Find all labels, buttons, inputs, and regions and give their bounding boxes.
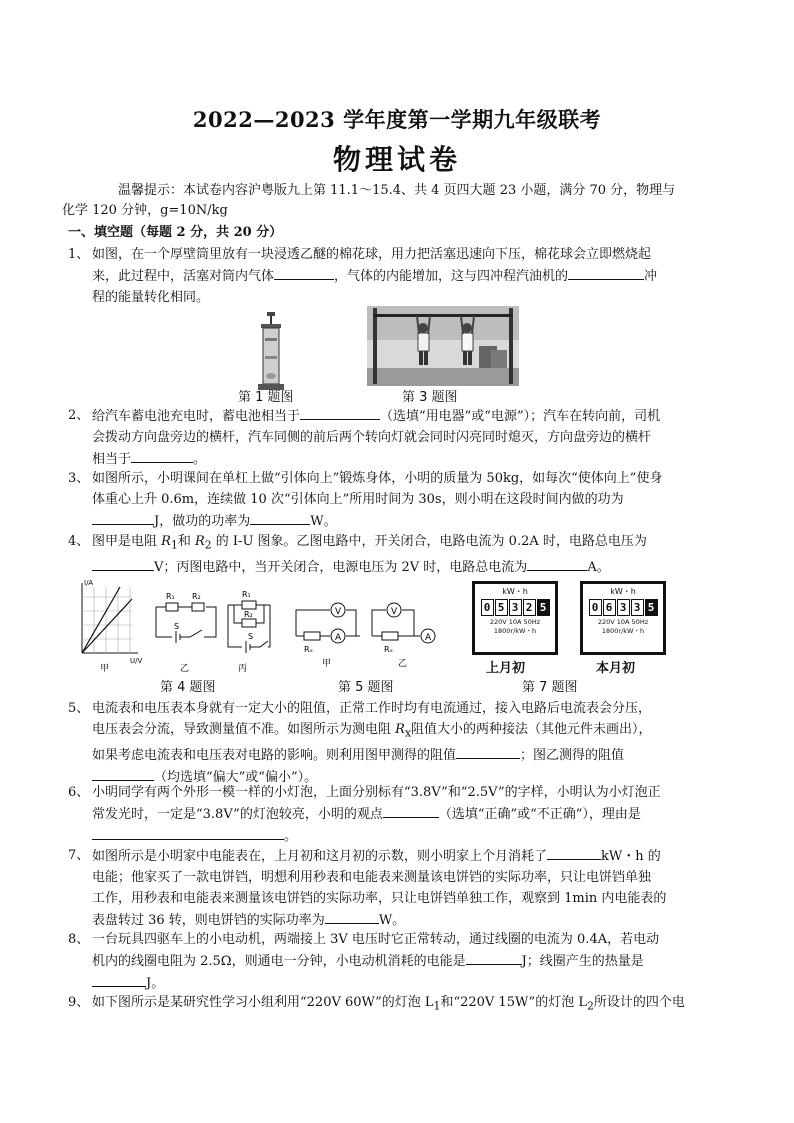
question-number: 5、 [68, 701, 90, 716]
question-2 [68, 405, 728, 470]
q1-text-5: 程的能量转化相同。 [92, 290, 210, 305]
q1-text-4: 冲 [644, 269, 658, 284]
notice-line-2: 化学 120 分钟，g=10N/kg [62, 203, 228, 218]
answer-blank[interactable] [250, 510, 310, 525]
graph-name: 甲 [100, 664, 110, 673]
answer-blank[interactable] [131, 448, 193, 463]
answer-blank[interactable] [92, 972, 146, 987]
question-number: 9、 [68, 995, 90, 1010]
meter-digit: 3 [509, 599, 522, 616]
figure-4-diagrams [72, 577, 272, 673]
q5-text-5: （均选填“偏大”或“偏小”）。 [154, 769, 318, 785]
yi-r1-label: R₁ [166, 592, 175, 601]
q4-text-1b: 和 [177, 534, 195, 549]
meter-rev: 1800r/kW・h [493, 627, 537, 635]
q3-text-3: J，做功的功率为 [154, 514, 251, 529]
circuit-bing-label: 丙 [238, 664, 248, 673]
figure-5-diagrams [290, 596, 442, 672]
question-8 [68, 929, 728, 994]
r1-symbol: R [161, 534, 171, 549]
q6-text-2: 常发光时，一定是“3.8V”的灯泡较亮，小明的观点 [92, 807, 383, 822]
q4-text-1a: 图甲是电阻 [92, 534, 162, 549]
q5-text-1: 电流表和电压表本身就有一定大小的阻值，正常工作时均有电流通过，接入电路后电流表会分压， [92, 701, 652, 716]
answer-blank[interactable] [92, 556, 154, 571]
q2-text-4: 相当于 [92, 452, 132, 467]
q6-text-1: 小明同学有两个外形一模一样的小灯泡，上面分别标有“3.8V”和“2.5V”的字样，小明认为小灯泡正 [92, 785, 661, 800]
answer-blank[interactable] [466, 950, 522, 965]
q7-text-5: W。 [378, 913, 406, 928]
answer-blank[interactable] [456, 744, 520, 759]
answer-blank[interactable] [92, 510, 154, 525]
question-5 [68, 698, 728, 788]
q7-text-1b: kW・h 的 [601, 849, 661, 864]
fire-syringe-icon [254, 312, 288, 392]
q3-text-4: W。 [310, 514, 337, 529]
q2-text-5: 。 [193, 452, 207, 467]
answer-blank[interactable] [92, 766, 154, 781]
question-4 [68, 531, 728, 578]
answer-blank[interactable] [92, 825, 284, 840]
answer-blank[interactable] [547, 845, 601, 860]
q9-text-1: 如下图所示是某研究性学习小组利用“220V 60W”的灯泡 L [92, 995, 434, 1010]
figure-1-image [254, 312, 288, 392]
q9-text-2: 和“220V 15W”的灯泡 L [440, 995, 587, 1010]
r2-symbol: R [194, 534, 205, 549]
circuit-jia [296, 603, 360, 643]
yi5-rx-label: Rₓ [384, 645, 394, 654]
graph-y-label: I/A [84, 579, 94, 587]
answer-blank[interactable] [325, 909, 379, 924]
q7-text-4: 表盘转过 36 转，则电饼铛的实际功率为 [92, 913, 325, 928]
meter-digit: 3 [617, 599, 630, 616]
circuit-yi [156, 603, 216, 643]
figure-3-caption: 第 3 题图 [402, 390, 458, 405]
l1-subscript: 1 [433, 999, 441, 1013]
question-number: 1、 [68, 247, 90, 262]
meter-rev: 1800r/kW・h [601, 627, 645, 635]
meter-unit: kW・h [502, 587, 528, 596]
question-number: 6、 [68, 785, 90, 800]
l2-subscript: 2 [586, 999, 594, 1013]
jia-voltmeter-label: V [335, 607, 342, 617]
meter-unit: kW・h [610, 587, 636, 596]
question-number: 3、 [68, 471, 90, 486]
question-9 [68, 992, 728, 1017]
q1-text-3: ，气体的内能增加，这与四冲程汽油机的 [334, 269, 569, 284]
exam-notice [62, 181, 728, 221]
rx-symbol: R [395, 722, 405, 737]
q6-text-3: （选填“正确”或“不正确”），理由是 [438, 807, 641, 822]
q4-text-2: V；丙图电路中，当开关闭合，电源电压为 2V 时，电路总电流为 [154, 559, 528, 575]
graph-x-label: U/V [130, 657, 143, 665]
figure-1-caption: 第 1 题图 [238, 390, 294, 405]
answer-blank[interactable] [383, 803, 439, 818]
exam-title: 2022—2023 学年度第一学期九年级联考 [192, 107, 602, 132]
question-number: 2、 [68, 408, 90, 423]
q1-text-1: 如图，在一个厚壁筒里放有一块浸透乙醚的棉花球，用力把活塞迅速向下压，棉花球会立即燃烧起 [92, 247, 652, 262]
pull-up-photo-icon [367, 306, 519, 386]
q8-text-3: J；线圈产生的热量是 [521, 954, 644, 969]
q1-text-2: 来，此过程中，活塞对筒内气体 [92, 269, 275, 284]
meter-digit: 0 [481, 599, 494, 616]
question-6 [68, 782, 728, 847]
q2-text-2: （选填“用电器”或“电源”）；汽车在转向前，司机 [380, 409, 661, 424]
meter-digits [583, 599, 663, 616]
meter-spec: 220V 10A 50Hz [597, 618, 649, 626]
question-7 [68, 845, 728, 931]
q8-text-2: 机内的线圈电阻为 2.5Ω，则通电一分钟，小电动机消耗的电能是 [92, 954, 466, 969]
meter-spec: 220V 10A 50Hz [489, 618, 541, 626]
r1-subscript: 1 [170, 538, 178, 552]
circuit-bing [228, 601, 270, 653]
meter-2-label: 本月初 [596, 661, 636, 676]
meter-digit: 5 [537, 599, 550, 616]
section-heading: 一、填空题（每题 2 分，共 20 分） [68, 225, 283, 240]
bing-r2-label: R₂ [244, 610, 253, 619]
q2-text-3: 会拨动方向盘旁边的横杆，汽车同侧的前后两个转向灯就会同时闪亮同时熄灭，方向盘旁边的横杆 [92, 430, 652, 445]
meter-last-month [472, 581, 558, 655]
jia-ammeter-label: A [335, 633, 342, 643]
figure-3-image [367, 306, 519, 386]
q3-text-2: 体重心上升 0.6m，连续做 10 次“引体向上”所用时间为 30s，则小明在这段时间内做的功为 [92, 492, 624, 507]
figure-4-image [72, 577, 272, 673]
meter-digit: 0 [589, 599, 602, 616]
answer-blank[interactable] [527, 556, 587, 571]
meter-digit: 3 [631, 599, 644, 616]
q4-text-3: A。 [587, 559, 610, 575]
q7-text-2: 电能；他家买了一款电饼铛，明想利用秒表和电能表来测量该电饼铛的实际功率，只让电饼铛单独 [92, 870, 652, 885]
question-number: 8、 [68, 932, 90, 947]
fig5-yi-label: 乙 [398, 659, 408, 669]
bing-r1-label: R₁ [242, 590, 251, 599]
figure-5-image [290, 596, 442, 672]
q8-text-4: J。 [146, 976, 165, 991]
meter-digit: 2 [523, 599, 536, 616]
meter-digit: 5 [495, 599, 508, 616]
q8-text-1: 一台玩具四驱车上的小电动机，两端接上 3V 电压时它正常转动，通过线圈的电流为 0.4A，若电动 [92, 932, 660, 947]
figure-7-caption: 第 7 题图 [522, 680, 578, 695]
rx-subscript: x [404, 726, 412, 740]
circuit-yi-label: 乙 [180, 664, 190, 673]
fig5-jia-label: 甲 [322, 659, 332, 669]
figure-5-caption: 第 5 题图 [338, 680, 394, 695]
answer-blank[interactable] [274, 265, 334, 280]
meter-digits [475, 599, 555, 616]
meter-this-month [580, 581, 666, 655]
q9-text-3: 所设计的四个电 [593, 995, 685, 1010]
q2-text-1: 给汽车蓄电池充电时，蓄电池相当于 [92, 409, 301, 424]
q7-text-3: 工作，用秒表和电能表来测量该电饼铛的实际功率，只让电饼铛单独工作，观察到 1min 内电能表的 [92, 891, 667, 906]
bing-switch-label: S [248, 632, 254, 641]
q5-text-4: ；图乙测得的阻值 [520, 747, 625, 763]
meter-digit: 6 [603, 599, 616, 616]
question-number: 4、 [68, 534, 90, 549]
yi-r2-label: R₂ [192, 592, 201, 601]
q4-text-1c: 的 I-U 图象。乙图电路中，开关闭合，电路电流为 0.2A 时，电路总电压为 [211, 534, 647, 549]
exam-subtitle: 物理试卷 [332, 143, 461, 176]
figure-4-caption: 第 4 题图 [160, 680, 216, 695]
figure-7-image [470, 581, 670, 675]
yi-switch-label: S [174, 622, 180, 631]
q6-text-4: 。 [284, 829, 298, 844]
answer-blank[interactable] [568, 265, 644, 280]
q5-text-3: 如果考虑电流表和电压表对电路的影响。则利用图甲测得的阻值 [92, 747, 457, 763]
yi5-voltmeter-label: V [391, 607, 398, 617]
notice-line-1: 温馨提示：本试卷内容沪粤版九上第 11.1～15.4、共 4 页四大题 23 小题，满分 70 分，物理与 [118, 183, 676, 198]
iu-graph [82, 579, 142, 673]
answer-blank[interactable] [300, 405, 380, 420]
question-number: 7、 [68, 848, 90, 863]
q5-text-2b: 阻值大小的两种接法（其他元件未画出）， [411, 722, 652, 737]
meter-digit: 5 [645, 599, 658, 616]
q3-text-1: 如图所示，小明课间在单杠上做“引体向上”锻炼身体，小明的质量为 50kg，如每次“使体向上”使身 [92, 471, 663, 486]
q7-text-1: 如图所示是小明家中电能表在，上月初和这月初的示数，则小明家上个月消耗了 [92, 849, 548, 864]
question-1 [68, 244, 728, 308]
jia-rx-label: Rₓ [304, 645, 314, 654]
yi5-ammeter-label: A [425, 633, 432, 643]
q5-text-2a: 电压表会分流，导致测量值不准。如图所示为测电阻 [92, 722, 396, 737]
r2-subscript: 2 [204, 538, 212, 552]
meter-1-label: 上月初 [486, 661, 526, 676]
question-3 [68, 468, 728, 532]
